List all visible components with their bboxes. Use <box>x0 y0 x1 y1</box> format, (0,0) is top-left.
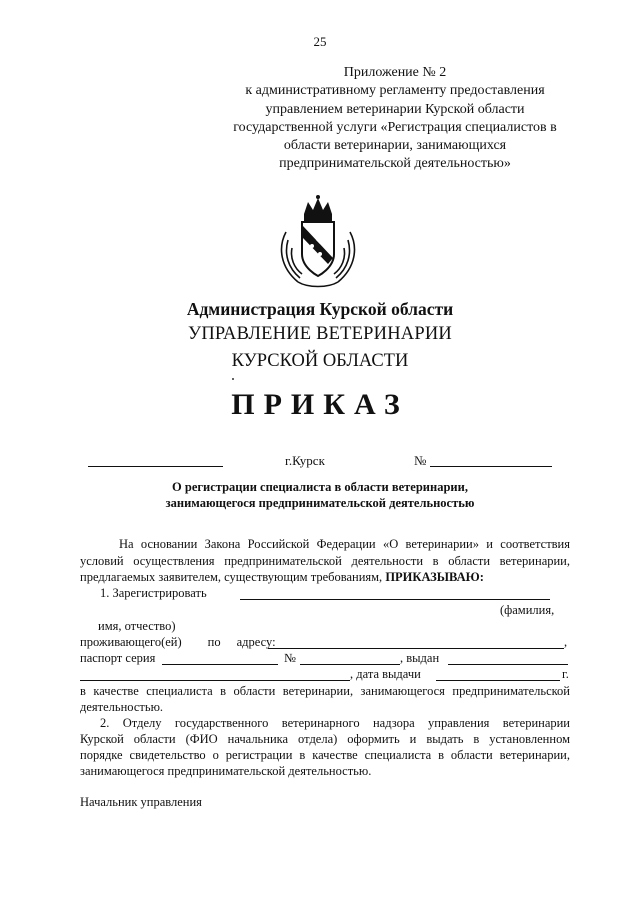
department-region: КУРСКОЙ ОБЛАСТИ <box>231 351 409 371</box>
body-line: порядке свидетельство о регистрации в качестве специалиста в области ветеринарии, <box>80 748 570 762</box>
department-title: УПРАВЛЕНИЕ ВЕТЕРИНАРИИ <box>188 324 452 344</box>
annex-line: к административному регламенту предоставления <box>245 83 545 99</box>
issue-date-label: , дата выдачи <box>350 667 421 681</box>
annex-line: Приложение № 2 <box>343 65 447 80</box>
body-line: 2. Отделу государственного ветеринарного надзора управления ветеринарии <box>100 716 570 730</box>
address-word: проживающего(ей) <box>80 635 182 649</box>
issued-by-label: , выдан <box>400 651 440 665</box>
fio-hint: имя, отчество) <box>98 619 176 633</box>
annex-line: управлением ветеринарии Курской области <box>265 101 525 117</box>
annex-line: области ветеринарии, занимающихся <box>283 138 507 154</box>
year-label: г. <box>562 667 569 681</box>
body-line <box>80 570 484 585</box>
order-number-label: № <box>414 453 427 468</box>
order-heading: ПРИКАЗ <box>231 388 409 421</box>
ink-dot <box>232 378 234 380</box>
fio-field-line <box>240 599 550 600</box>
issuer-field-line <box>80 680 350 681</box>
register-label: 1. Зарегистрировать <box>100 586 207 600</box>
address-field-line <box>268 648 564 649</box>
address-comma: , <box>564 635 568 649</box>
body-line: занимающегося предпринимательской деятельностью. <box>80 764 372 778</box>
date-line <box>88 466 223 467</box>
subject-line: О регистрации специалиста в области ветеринарии, <box>172 480 468 494</box>
page-number: 25 <box>313 34 327 49</box>
address-word: адресу: <box>236 635 276 649</box>
kursk-coat-of-arms-icon <box>268 192 368 292</box>
order-word: ПРИКАЗЫВАЮ: <box>385 570 484 584</box>
body-line: Курской области (ФИО начальника отдела) оформить и выдать в установленном <box>80 732 570 746</box>
passport-number-line <box>300 664 400 665</box>
subject-line: занимающегося предпринимательской деятельностью <box>165 495 475 510</box>
annex-line: государственной услуги «Регистрация специалистов в <box>233 119 557 135</box>
body-line: На основании Закона Российской Федерации «О ветеринарии» и соответствия <box>119 537 570 551</box>
address-word: по <box>207 635 221 649</box>
signature-title: Начальник управления <box>80 795 202 809</box>
annex-block <box>180 64 610 174</box>
passport-series-label: паспорт серия <box>80 651 156 665</box>
passport-series-line <box>162 664 278 665</box>
issued-by-line <box>448 664 568 665</box>
administration-title: Администрация Курской области <box>186 299 454 319</box>
body-line: условий осуществления предпринимательской деятельности в области ветеринарии, <box>80 554 570 568</box>
passport-number-label: № <box>284 651 296 665</box>
body-text: предлагаемых заявителем, существующим требованиям, <box>80 570 383 584</box>
body-line: в качестве специалиста в области ветеринарии, занимающегося предпринимательской <box>80 684 570 698</box>
order-number-line <box>430 466 552 467</box>
annex-line: предпринимательской деятельностью» <box>279 156 511 172</box>
fio-hint: (фамилия, <box>500 603 555 617</box>
city-label: г.Курск <box>285 453 325 468</box>
order-subject <box>0 480 640 511</box>
address-label <box>80 635 276 650</box>
issue-date-line <box>436 680 560 681</box>
body-line: деятельностью. <box>80 700 164 714</box>
